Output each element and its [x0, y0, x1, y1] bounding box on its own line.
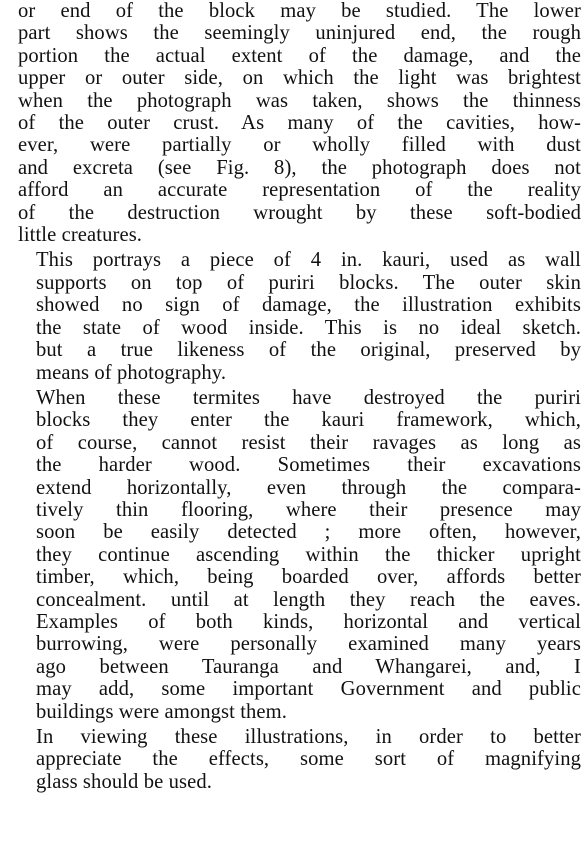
text-line: supports on top of puriri blocks. The outer skin	[36, 271, 581, 294]
text-line: part shows the seemingly uninjured end, the rough	[18, 22, 581, 45]
paragraph-2	[18, 249, 581, 383]
paragraph-1	[18, 0, 581, 246]
text-line: may add, some important Government and public	[36, 678, 581, 701]
text-line: the harder wood. Sometimes their excavations	[36, 454, 581, 477]
paragraph-3	[18, 387, 581, 723]
text-line: Examples of both kinds, horizontal and vertical	[36, 610, 581, 633]
text-line: they continue ascending within the thicker upright	[36, 543, 581, 566]
text-line: This portrays a piece of 4 in. kauri, used as wall	[36, 249, 581, 272]
text-line: of course, cannot resist their ravages as long as	[36, 431, 581, 454]
text-line: of the outer crust. As many of the cavities, how-	[18, 112, 581, 135]
text-line: glass should be used.	[36, 770, 212, 793]
text-line: upper or outer side, on which the light was brightest	[18, 67, 581, 90]
text-line: but a true likeness of the original, preserved by	[36, 339, 581, 362]
text-line: When these termites have destroyed the puriri	[36, 386, 581, 409]
text-line: showed no sign of damage, the illustration exhibits	[36, 294, 581, 317]
text-line: appreciate the effects, some sort of magnifying	[36, 748, 581, 771]
text-line: ever, were partially or wholly filled with dust	[18, 134, 581, 157]
text-line: burrowing, were personally examined many years	[36, 633, 581, 656]
text-line: In viewing these illustrations, in order to better	[36, 726, 581, 748]
text-line: soon be easily detected ; more often, however,	[36, 521, 581, 544]
text-line: means of photography.	[36, 361, 227, 384]
text-line: blocks they enter the kauri framework, which,	[36, 409, 581, 432]
paragraph-4	[18, 726, 581, 793]
text-line: or end of the block may be studied. The lower	[18, 0, 581, 22]
text-line: when the photograph was taken, shows the thinness	[18, 89, 581, 112]
text-line: ago between Tauranga and Whangarei, and, I	[36, 655, 581, 678]
text-line: extend horizontally, even through the compara-	[36, 476, 581, 499]
text-line: afford an accurate representation of the reality	[18, 179, 581, 202]
text-line: tively thin flooring, where their presence may	[36, 498, 581, 521]
text-line: timber, which, being boarded over, affords better	[36, 566, 581, 589]
text-line: of the destruction wrought by these soft-bodied	[18, 201, 581, 224]
text-line: portion the actual extent of the damage, and the	[18, 44, 581, 67]
text-line: and excreta (see Fig. 8), the photograph does not	[18, 156, 581, 179]
text-line: the state of wood inside. This is no ideal sketch.	[36, 316, 581, 339]
text-line: buildings were amongst them.	[36, 700, 288, 723]
text-line: little creatures.	[18, 224, 143, 247]
text-line: concealment. until at length they reach the eaves.	[36, 588, 581, 611]
